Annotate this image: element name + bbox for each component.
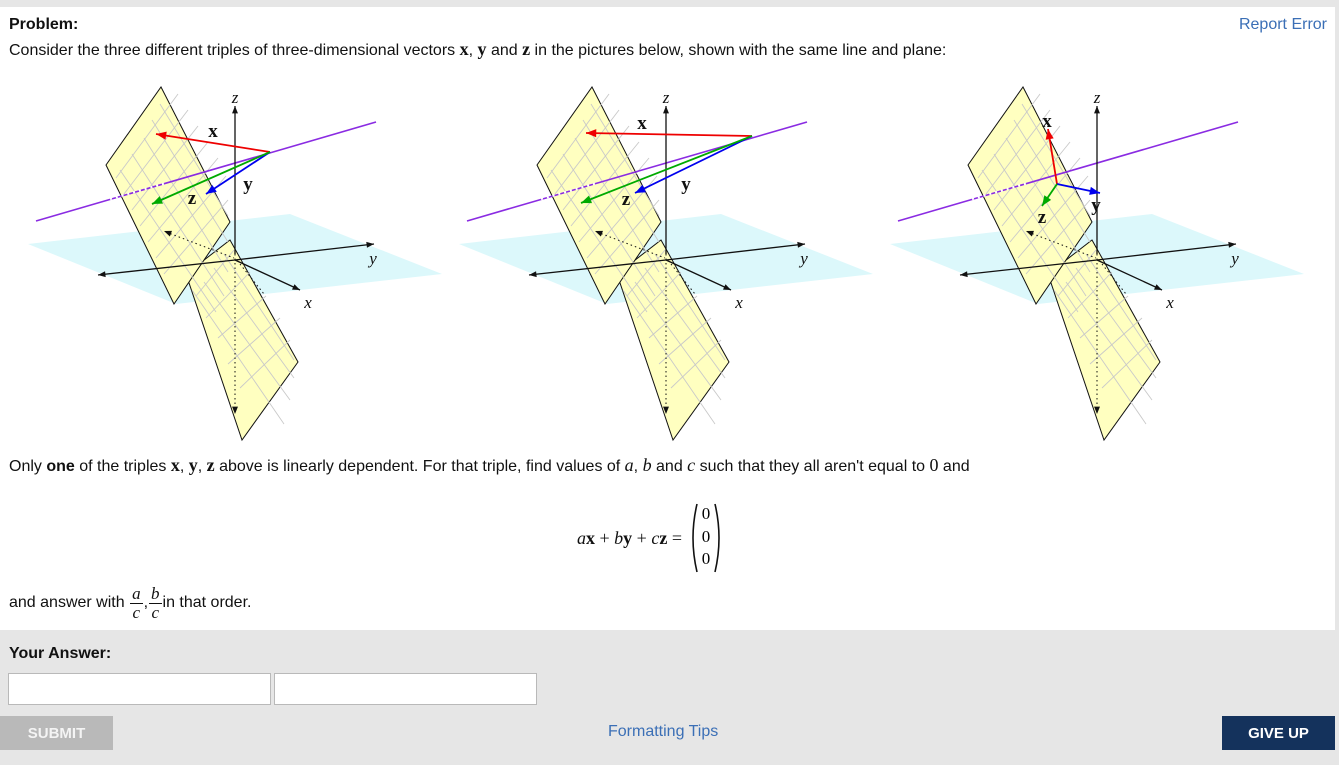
report-error-link[interactable]: Report Error xyxy=(1238,16,1327,33)
equation: a x + b y + c z = 0 0 0 xyxy=(577,501,724,575)
problem-panel xyxy=(0,7,1335,630)
vector-label-z: z xyxy=(1037,207,1047,228)
vector-label-y: y xyxy=(1091,195,1101,216)
figure-triple-3 xyxy=(890,82,1310,444)
figures-row xyxy=(28,82,1318,444)
answer-input-1[interactable] xyxy=(8,673,271,705)
submit-button[interactable]: SUBMIT xyxy=(0,716,113,750)
answer-instruction: and answer with $\frac{a}{c}$ , $\frac{b}{c}$ in that order. xyxy=(9,583,252,622)
vector-label-y: y xyxy=(681,174,691,195)
zero-column-vector xyxy=(688,501,724,575)
axis-label-y: y xyxy=(800,249,808,268)
axis-label-z: z xyxy=(662,88,670,107)
vector-label-x: x xyxy=(208,121,218,142)
axis-label-y: y xyxy=(369,249,377,268)
vector-y xyxy=(206,152,270,194)
vector-entry: 0 xyxy=(702,549,711,568)
figure-triple-2 xyxy=(459,82,879,444)
problem-heading: Problem: xyxy=(9,16,79,33)
axis-label-x: x xyxy=(1166,293,1174,312)
give-up-button[interactable]: GIVE UP xyxy=(1222,716,1335,750)
problem-statement: Only one of the triples x, y, z above is linearly dependent. For that triple, find values of a, b and c such that they all aren't equal to 0 and xyxy=(9,455,970,475)
axis-label-x: x xyxy=(735,293,743,312)
vector-label-z: z xyxy=(621,189,631,210)
answer-input-2[interactable] xyxy=(274,673,537,705)
axis-label-x: x xyxy=(304,293,312,312)
axis-label-z: z xyxy=(1093,88,1101,107)
vector-label-y: y xyxy=(243,174,253,195)
vector-y xyxy=(635,136,752,193)
problem-intro: Consider the three different triples of three-dimensional vectors x, y and z in the pictures below, shown with the same line and plane: xyxy=(9,39,947,59)
fraction-a-over-c: $\frac{a}{c}$ xyxy=(132,583,141,622)
figure-triple-1 xyxy=(28,82,448,444)
fraction-b-over-c: $\frac{b}{c}$ xyxy=(151,583,160,622)
vector-label-x: x xyxy=(637,113,647,134)
axis-label-z: z xyxy=(231,88,239,107)
answer-label: Your Answer: xyxy=(9,645,112,662)
vector-label-z: z xyxy=(187,188,197,209)
axis-label-y: y xyxy=(1231,249,1239,268)
vector-entry: 0 xyxy=(702,504,711,523)
vector-entry: 0 xyxy=(702,527,711,546)
formatting-tips-link[interactable]: Formatting Tips xyxy=(608,723,719,740)
vector-label-x: x xyxy=(1042,111,1052,132)
